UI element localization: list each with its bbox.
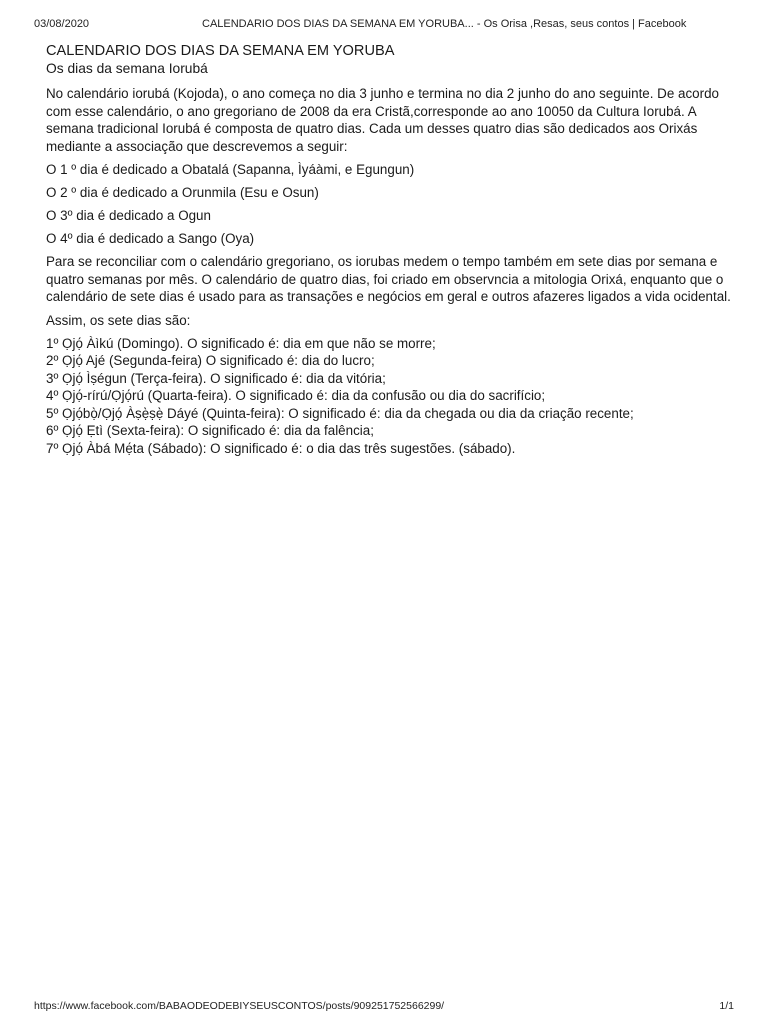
seven-day-item: 7º Ọjọ́ Àbá Mẹ́ta (Sábado): O significado é: o dia das três sugestões. (sábado). [46, 440, 516, 456]
print-footer [34, 998, 734, 1014]
intro-paragraph: No calendário iorubá (Kojoda), o ano começa no dia 3 junho e termina no dia 2 junho do ano seguinte. De acordo com esse calendário, o ano gregoriano de 2008 da era Cristã,corresponde ao ano 10050 da Cultura Iorubá. A semana tradicional Iorubá é composta de quatro dias. Cada um desses quatro dias são dedicados aos Orixás mediante a associação que descrevemos a seguir: [46, 86, 719, 154]
article-title: CALENDARIO DOS DIAS DA SEMANA EM YORUBA [46, 43, 395, 59]
seven-day-item: 3º Ọjọ́ Ìṣégun (Terça-feira). O significado é: dia da vitória; [46, 370, 386, 386]
four-day-item: O 4º dia é dedicado a Sango (Oya) [46, 231, 255, 247]
four-day-item: O 3º dia é dedicado a Ogun [46, 208, 211, 224]
page-number: 1/1 [719, 1000, 734, 1012]
seven-day-item: 6º Ọjọ́ Ẹtì (Sexta-feira): O significado é: dia da falência; [46, 423, 374, 439]
seven-day-item: 4º Ọjọ́-rírú/Ọjọ́rú (Quarta-feira). O significado é: dia da confusão ou dia do sacrifício; [46, 388, 546, 404]
reconcile-paragraph: Para se reconciliar com o calendário gregoriano, os iorubas medem o tempo também em sete dias por semana e quatro semanas por mês. O calendário de quatro dias, foi criado em observncia a mitologia Orixá, enquanto que o calendário de sete dias é usado para as transações e negócios em geral e outros afazeres ligados a vida ocidental. [46, 254, 731, 305]
print-url: https://www.facebook.com/BABAODEODEBIYSEUSCONTOS/posts/909251752566299/ [34, 1000, 445, 1012]
print-page-title: CALENDARIO DOS DIAS DA SEMANA EM YORUBA... - Os Orisa ,Resas, seus contos | Facebook [202, 18, 687, 30]
print-date: 03/08/2020 [34, 18, 90, 30]
seven-days-list [46, 335, 736, 458]
seven-day-item: 2º Ọjọ́ Ajé (Segunda-feira) O significado é: dia do lucro; [46, 353, 375, 369]
article-subtitle: Os dias da semana Iorubá [46, 61, 208, 76]
four-day-item: O 2 º dia é dedicado a Orunmila (Esu e Osun) [46, 185, 319, 201]
seven-day-item: 1º Ọjọ́ Àìkú (Domingo). O significado é: dia em que não se morre; [46, 335, 436, 351]
article-content [46, 42, 736, 457]
four-day-item: O 1 º dia é dedicado a Obatalá (Sapanna, Ìyáàmi, e Egungun) [46, 162, 415, 177]
seven-days-intro: Assim, os sete dias são: [46, 312, 191, 328]
print-header [34, 16, 734, 32]
seven-day-item: 5º Ọjọ́bọ̀/Ọjọ́ Àṣẹ̀ṣẹ̀ Dáyé (Quinta-feira): O significado é: dia da chegada ou dia da criação recente; [46, 405, 634, 421]
